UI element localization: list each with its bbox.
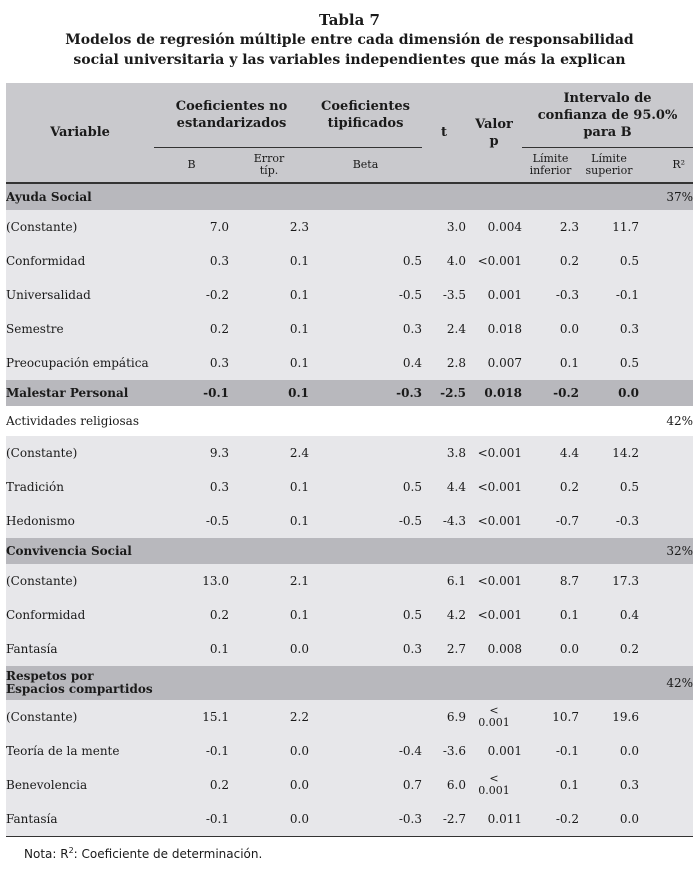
b-cell: -0.2 [154, 278, 229, 312]
upper-limit-cell [579, 183, 639, 210]
lower-limit-cell: 0.2 [522, 244, 579, 278]
t-cell: 2.4 [422, 312, 466, 346]
beta-cell [309, 406, 422, 436]
p-value-cell [466, 183, 522, 210]
variable-cell: (Constante) [6, 436, 154, 470]
t-cell [422, 666, 466, 700]
r2-cell [639, 278, 693, 312]
t-cell [422, 538, 466, 564]
std-error-cell: 2.4 [229, 436, 309, 470]
variable-cell: Convivencia Social [6, 538, 154, 564]
p-value-cell [466, 406, 522, 436]
b-cell: 0.3 [154, 244, 229, 278]
p-value-cell: < 0.001 [466, 700, 522, 734]
header-std-error: Error típ. [229, 148, 309, 184]
upper-limit-cell: 19.6 [579, 700, 639, 734]
std-error-cell: 0.1 [229, 470, 309, 504]
beta-cell: 0.3 [309, 632, 422, 666]
r2-cell: 42% [639, 406, 693, 436]
lower-limit-cell: 10.7 [522, 700, 579, 734]
r2-cell: 37% [639, 183, 693, 210]
beta-cell [309, 564, 422, 598]
upper-limit-cell: 11.7 [579, 210, 639, 244]
t-cell: -3.5 [422, 278, 466, 312]
r2-cell [639, 700, 693, 734]
std-error-cell: 0.1 [229, 504, 309, 538]
r2-cell [639, 380, 693, 406]
header-p-value: Valor p [466, 83, 522, 183]
table-row [6, 210, 693, 244]
t-cell: 2.7 [422, 632, 466, 666]
header-row-main [6, 83, 693, 148]
p-value-cell: <0.001 [466, 504, 522, 538]
table-row [6, 470, 693, 504]
upper-limit-cell: 0.5 [579, 244, 639, 278]
beta-cell: 0.4 [309, 346, 422, 380]
lower-limit-cell: 8.7 [522, 564, 579, 598]
lower-limit-cell [522, 538, 579, 564]
beta-cell: -0.3 [309, 380, 422, 406]
std-error-cell: 0.1 [229, 278, 309, 312]
header-upper-limit: Límite superior [579, 148, 639, 184]
upper-limit-cell: 0.3 [579, 312, 639, 346]
table-row [6, 346, 693, 380]
upper-limit-cell: 17.3 [579, 564, 639, 598]
std-error-cell: 0.0 [229, 632, 309, 666]
b-cell: -0.5 [154, 504, 229, 538]
t-cell: 6.1 [422, 564, 466, 598]
t-cell: 4.4 [422, 470, 466, 504]
lower-limit-cell: -0.3 [522, 278, 579, 312]
p-value-cell: <0.001 [466, 598, 522, 632]
lower-limit-cell: 0.0 [522, 632, 579, 666]
variable-cell: Ayuda Social [6, 183, 154, 210]
upper-limit-cell: 0.4 [579, 598, 639, 632]
b-cell: 0.1 [154, 632, 229, 666]
beta-cell: 0.3 [309, 312, 422, 346]
r2-cell [639, 470, 693, 504]
header-standardized-coefficients: Coeficientes tipificados [309, 83, 422, 148]
p-value-cell: 0.007 [466, 346, 522, 380]
b-cell: 0.3 [154, 346, 229, 380]
variable-cell: (Constante) [6, 210, 154, 244]
upper-limit-cell [579, 406, 639, 436]
lower-limit-cell: 0.1 [522, 768, 579, 802]
table-row [6, 632, 693, 666]
lower-limit-cell [522, 406, 579, 436]
p-value-cell [466, 538, 522, 564]
beta-cell [309, 538, 422, 564]
std-error-cell: 0.0 [229, 734, 309, 768]
header-r2: R² [639, 148, 693, 184]
table-row [6, 802, 693, 837]
lower-limit-cell: -0.2 [522, 802, 579, 837]
variable-cell: Benevolencia [6, 768, 154, 802]
upper-limit-cell: 0.5 [579, 346, 639, 380]
table-row [6, 504, 693, 538]
std-error-cell: 0.1 [229, 346, 309, 380]
regression-table [6, 83, 693, 837]
r2-cell [639, 210, 693, 244]
beta-cell: 0.5 [309, 598, 422, 632]
t-cell: 6.0 [422, 768, 466, 802]
table-body [6, 183, 693, 837]
r2-cell [639, 564, 693, 598]
header-t: t [422, 83, 466, 183]
std-error-cell: 0.1 [229, 244, 309, 278]
p-value-cell [466, 666, 522, 700]
p-value-cell: <0.001 [466, 244, 522, 278]
variable-cell: Tradición [6, 470, 154, 504]
variable-cell: Hedonismo [6, 504, 154, 538]
p-value-cell: 0.001 [466, 278, 522, 312]
t-cell: -2.5 [422, 380, 466, 406]
lower-limit-cell: 0.1 [522, 598, 579, 632]
p-value-cell: <0.001 [466, 564, 522, 598]
beta-cell: -0.4 [309, 734, 422, 768]
r2-cell: 32% [639, 538, 693, 564]
t-cell [422, 183, 466, 210]
r2-cell [639, 734, 693, 768]
beta-cell [309, 210, 422, 244]
variable-cell: Actividades religiosas [6, 406, 154, 436]
beta-cell [309, 666, 422, 700]
table-row [6, 598, 693, 632]
lower-limit-cell: 4.4 [522, 436, 579, 470]
p-value-cell: 0.004 [466, 210, 522, 244]
header-beta: Beta [309, 148, 422, 184]
table-row [6, 406, 693, 436]
variable-cell: Teoría de la mente [6, 734, 154, 768]
p-value-cell: 0.018 [466, 312, 522, 346]
upper-limit-cell: 0.0 [579, 734, 639, 768]
upper-limit-cell: 14.2 [579, 436, 639, 470]
t-cell [422, 406, 466, 436]
beta-cell: -0.5 [309, 504, 422, 538]
std-error-cell [229, 666, 309, 700]
table-number: Tabla 7 [318, 11, 380, 29]
header-confidence-interval: Intervalo de confianza de 95.0% para B [522, 83, 693, 148]
table-row [6, 734, 693, 768]
std-error-cell [229, 183, 309, 210]
header-lower-limit: Límite inferior [522, 148, 579, 184]
beta-cell [309, 700, 422, 734]
p-value-cell: 0.018 [466, 380, 522, 406]
t-cell: -4.3 [422, 504, 466, 538]
variable-cell: Universalidad [6, 278, 154, 312]
beta-cell [309, 436, 422, 470]
beta-cell [309, 183, 422, 210]
beta-cell: 0.5 [309, 244, 422, 278]
upper-limit-cell: 0.2 [579, 632, 639, 666]
t-cell: 3.0 [422, 210, 466, 244]
table-caption-line-1: Modelos de regresión múltiple entre cada dimensión de responsabilidad [65, 32, 634, 48]
t-cell: -3.6 [422, 734, 466, 768]
upper-limit-cell: -0.3 [579, 504, 639, 538]
std-error-cell: 0.0 [229, 802, 309, 837]
table-note: Nota: $R^2$: Coeficiente de determinación. [24, 846, 263, 861]
r2-cell [639, 244, 693, 278]
header-variable: Variable [6, 83, 154, 183]
variable-cell: Conformidad [6, 244, 154, 278]
lower-limit-cell: 2.3 [522, 210, 579, 244]
r2-cell [639, 436, 693, 470]
section-row [6, 183, 693, 210]
t-cell: 3.8 [422, 436, 466, 470]
table-row [6, 244, 693, 278]
upper-limit-cell [579, 538, 639, 564]
std-error-cell: 0.0 [229, 768, 309, 802]
t-cell: -2.7 [422, 802, 466, 837]
table-row [6, 700, 693, 734]
section-row [6, 538, 693, 564]
table-row [6, 312, 693, 346]
b-cell: 0.2 [154, 768, 229, 802]
b-cell: -0.1 [154, 734, 229, 768]
lower-limit-cell [522, 666, 579, 700]
variable-cell: (Constante) [6, 564, 154, 598]
std-error-cell [229, 406, 309, 436]
lower-limit-cell: -0.1 [522, 734, 579, 768]
b-cell: 0.3 [154, 470, 229, 504]
r2-cell [639, 632, 693, 666]
lower-limit-cell: -0.2 [522, 380, 579, 406]
beta-cell: -0.3 [309, 802, 422, 837]
b-cell: 0.2 [154, 312, 229, 346]
table-row [6, 564, 693, 598]
std-error-cell [229, 538, 309, 564]
t-cell: 2.8 [422, 346, 466, 380]
b-cell: -0.1 [154, 380, 229, 406]
t-cell: 4.0 [422, 244, 466, 278]
header-b: B [154, 148, 229, 184]
lower-limit-cell: 0.2 [522, 470, 579, 504]
header-unstandardized-coefficients: Coeficientes no estandarizados [154, 83, 309, 148]
variable-cell: Conformidad [6, 598, 154, 632]
p-value-cell: 0.008 [466, 632, 522, 666]
p-value-cell: <0.001 [466, 436, 522, 470]
upper-limit-cell: -0.1 [579, 278, 639, 312]
beta-cell: 0.5 [309, 470, 422, 504]
upper-limit-cell: 0.0 [579, 802, 639, 837]
table-row [6, 436, 693, 470]
upper-limit-cell: 0.5 [579, 470, 639, 504]
p-value-cell: 0.001 [466, 734, 522, 768]
beta-cell: -0.5 [309, 278, 422, 312]
upper-limit-cell: 0.0 [579, 380, 639, 406]
table-row [6, 768, 693, 802]
r2-cell: 42% [639, 666, 693, 700]
p-value-cell: < 0.001 [466, 768, 522, 802]
upper-limit-cell: 0.3 [579, 768, 639, 802]
std-error-cell: 0.1 [229, 312, 309, 346]
b-cell [154, 666, 229, 700]
std-error-cell: 0.1 [229, 380, 309, 406]
variable-cell: Malestar Personal [6, 380, 154, 406]
p-value-cell: 0.011 [466, 802, 522, 837]
t-cell: 6.9 [422, 700, 466, 734]
b-cell: 0.2 [154, 598, 229, 632]
table-title-block [0, 10, 699, 70]
r2-cell [639, 312, 693, 346]
p-value-cell: <0.001 [466, 470, 522, 504]
std-error-cell: 0.1 [229, 598, 309, 632]
b-cell: 15.1 [154, 700, 229, 734]
lower-limit-cell [522, 183, 579, 210]
b-cell: 13.0 [154, 564, 229, 598]
b-cell: 7.0 [154, 210, 229, 244]
variable-cell: Semestre [6, 312, 154, 346]
beta-cell: 0.7 [309, 768, 422, 802]
upper-limit-cell [579, 666, 639, 700]
r2-cell [639, 598, 693, 632]
lower-limit-cell: 0.0 [522, 312, 579, 346]
r2-cell [639, 346, 693, 380]
section-row [6, 666, 693, 700]
variable-cell: Preocupación empática [6, 346, 154, 380]
std-error-cell: 2.1 [229, 564, 309, 598]
b-cell: -0.1 [154, 802, 229, 837]
r2-cell [639, 802, 693, 837]
t-cell: 4.2 [422, 598, 466, 632]
variable-cell: Fantasía [6, 802, 154, 837]
variable-cell: Respetos por Espacios compartidos [6, 666, 154, 700]
table-row [6, 278, 693, 312]
lower-limit-cell: -0.7 [522, 504, 579, 538]
std-error-cell: 2.2 [229, 700, 309, 734]
r2-cell [639, 768, 693, 802]
lower-limit-cell: 0.1 [522, 346, 579, 380]
b-cell [154, 183, 229, 210]
table-caption-line-2: social universitaria y las variables independientes que más la explican [73, 52, 626, 68]
variable-cell: Fantasía [6, 632, 154, 666]
b-cell: 9.3 [154, 436, 229, 470]
section-row [6, 380, 693, 406]
b-cell [154, 538, 229, 564]
r2-cell [639, 504, 693, 538]
variable-cell: (Constante) [6, 700, 154, 734]
b-cell [154, 406, 229, 436]
std-error-cell: 2.3 [229, 210, 309, 244]
